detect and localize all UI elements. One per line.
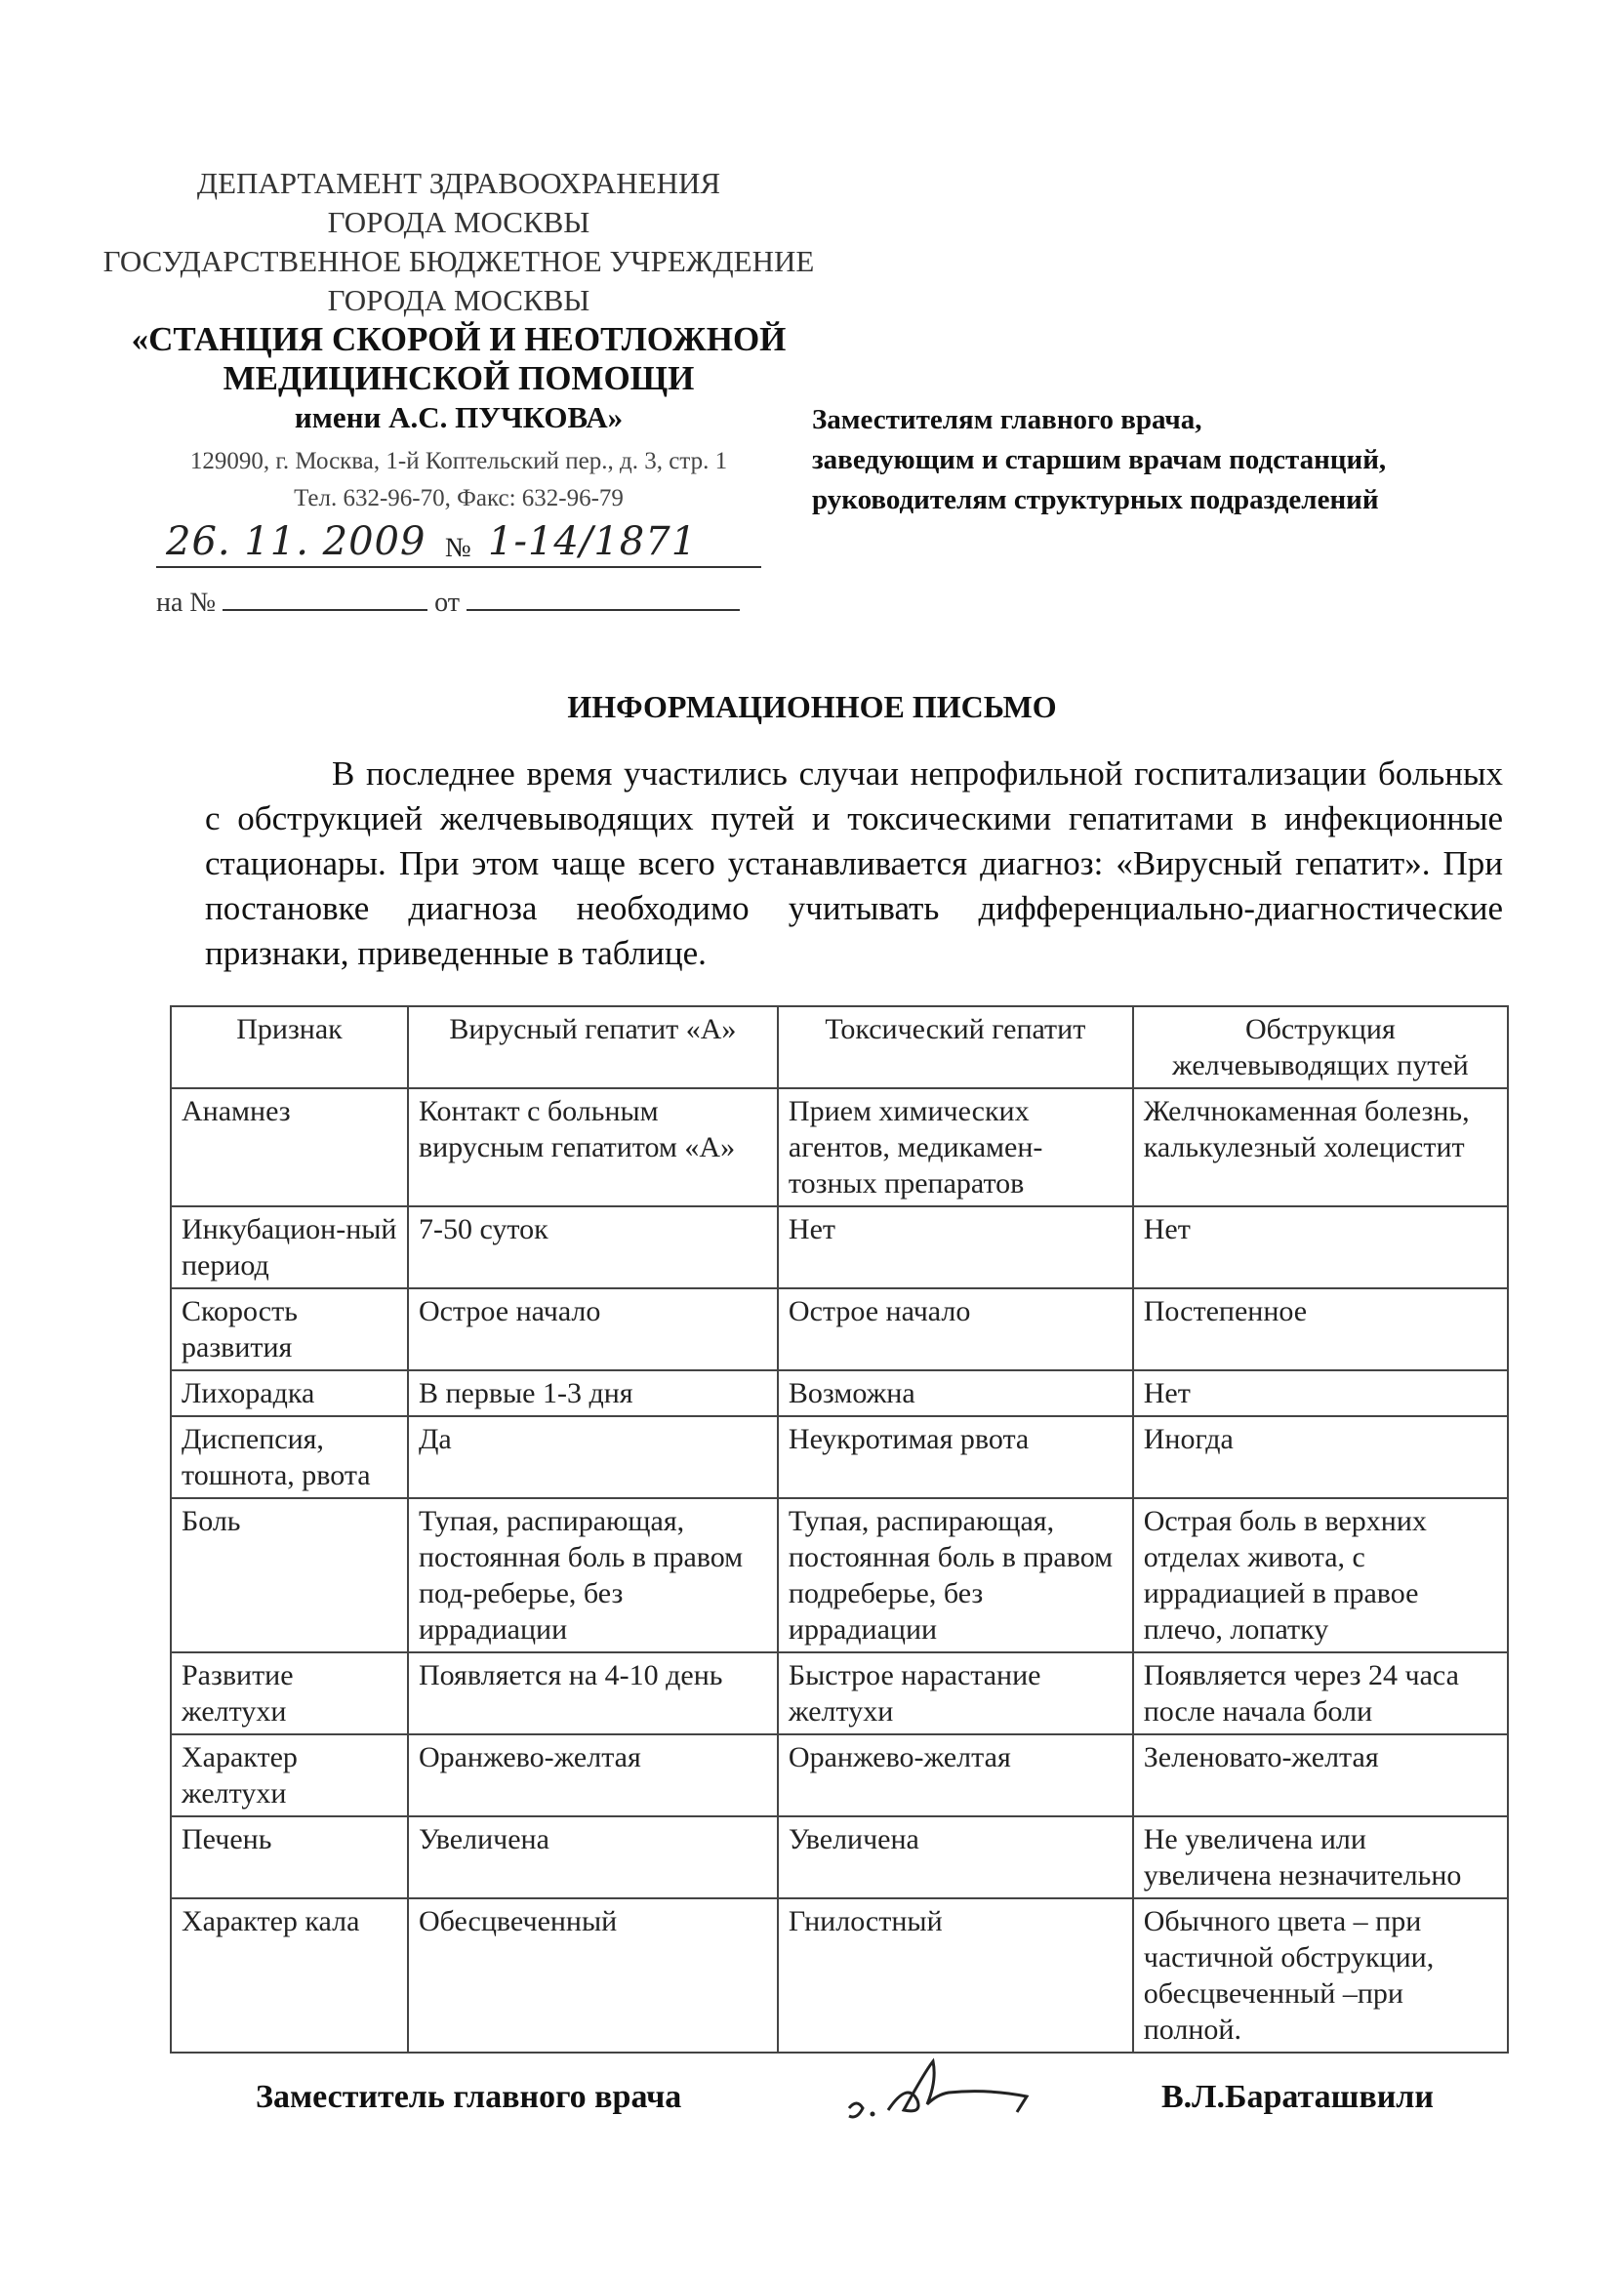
header-phone: Тел. 632-96-70, Факс: 632-96-79 <box>294 485 624 511</box>
reference-line <box>156 584 740 619</box>
organization-header <box>68 164 849 437</box>
table-cell: Постепенное <box>1133 1288 1508 1370</box>
table-header-cell: Признак <box>171 1006 408 1088</box>
table-cell: Желчнокаменная болезнь, калькулезный холецистит <box>1133 1088 1508 1206</box>
table-cell: Появляется через 24 часа после начала боли <box>1133 1652 1508 1734</box>
table-row <box>171 1416 1508 1498</box>
table-cell: Инкубацион-ный период <box>171 1206 408 1288</box>
table-cell: Анамнез <box>171 1088 408 1206</box>
table-row <box>171 1370 1508 1416</box>
table-cell: Лихорадка <box>171 1370 408 1416</box>
table-row <box>171 1206 1508 1288</box>
table-cell: Оранжево-желтая <box>778 1734 1133 1816</box>
table-cell: Тупая, распирающая, постоянная боль в правом под-реберье, без иррадиации <box>408 1498 778 1652</box>
table-cell: Характер кала <box>171 1898 408 2053</box>
reference-prefix: на № <box>156 588 217 618</box>
table-cell: Обычного цвета – при частичной обструкции, обесцвеченный –при полной. <box>1133 1898 1508 2053</box>
table-cell: Да <box>408 1416 778 1498</box>
header-line: ГОРОДА МОСКВЫ <box>327 283 590 317</box>
header-address: 129090, г. Москва, 1-й Коптельский пер., д. 3, стр. 1 <box>189 448 728 474</box>
table-cell: Неукротимая рвота <box>778 1416 1133 1498</box>
registration-number: 1-14/1871 <box>488 519 698 564</box>
table-row <box>171 1088 1508 1206</box>
table-cell: Увеличена <box>408 1816 778 1898</box>
table-cell: Острая боль в верхних отделах живота, с иррадиацией в правое плечо, лопатку <box>1133 1498 1508 1652</box>
table-cell: Острое начало <box>408 1288 778 1370</box>
signatory-position: Заместитель главного врача <box>256 2079 682 2115</box>
table-cell: Тупая, распирающая, постоянная боль в правом подреберье, без иррадиации <box>778 1498 1133 1652</box>
table-cell: Быстрое нарастание желтухи <box>778 1652 1133 1734</box>
table-row <box>171 1652 1508 1734</box>
table-cell: Развитие желтухи <box>171 1652 408 1734</box>
signatory-name: В.Л.Бараташвили <box>1161 2079 1434 2115</box>
table-header-cell: Вирусный гепатит «А» <box>408 1006 778 1088</box>
table-cell: Гнилостный <box>778 1898 1133 2053</box>
table-cell: Не увеличена или увеличена незначительно <box>1133 1816 1508 1898</box>
header-line: ДЕПАРТАМЕНТ ЗДРАВООХРАНЕНИЯ <box>196 166 721 200</box>
reference-number-blank <box>223 584 427 611</box>
table-header-cell: Токсический гепатит <box>778 1006 1133 1088</box>
table-cell: Появляется на 4-10 день <box>408 1652 778 1734</box>
table-cell: Оранжево-желтая <box>408 1734 778 1816</box>
table-cell: В первые 1-3 дня <box>408 1370 778 1416</box>
header-org-name: «СТАНЦИЯ СКОРОЙ И НЕОТЛОЖНОЙ <box>131 320 787 358</box>
header-org-name: имени А.С. ПУЧКОВА» <box>294 400 624 434</box>
header-contacts <box>117 443 800 517</box>
handwritten-signature <box>839 2050 1093 2137</box>
table-cell: Зеленовато-желтая <box>1133 1734 1508 1816</box>
table-header-cell: Обструкция желчевыводящих путей <box>1133 1006 1508 1088</box>
body-paragraph <box>205 752 1503 976</box>
header-line: ГОСУДАРСТВЕННОЕ БЮДЖЕТНОЕ УЧРЕЖДЕНИЕ <box>102 244 815 278</box>
table-cell: Возможна <box>778 1370 1133 1416</box>
table-row <box>171 1498 1508 1652</box>
table-cell: 7-50 суток <box>408 1206 778 1288</box>
header-org-name: МЕДИЦИНСКОЙ ПОМОЩИ <box>223 359 695 397</box>
table-cell: Нет <box>1133 1206 1508 1288</box>
number-sign: № <box>445 533 471 563</box>
table-cell: Скорость развития <box>171 1288 408 1370</box>
table-cell: Острое начало <box>778 1288 1133 1370</box>
table-cell: Иногда <box>1133 1416 1508 1498</box>
reference-date-blank <box>467 584 740 611</box>
addressee-line: руководителям структурных подразделений <box>812 484 1379 515</box>
document-title: ИНФОРМАЦИОННОЕ ПИСЬМО <box>567 689 1057 724</box>
reference-from: от <box>434 588 461 618</box>
table-cell: Характер желтухи <box>171 1734 408 1816</box>
registration-line <box>156 517 761 568</box>
table-cell: Диспепсия, тошнота, рвота <box>171 1416 408 1498</box>
table-cell: Увеличена <box>778 1816 1133 1898</box>
addressee-line: заведующим и старшим врачам подстанций, <box>812 444 1387 475</box>
addressee-block <box>812 400 1554 520</box>
registration-date: 26. 11. 2009 <box>166 519 426 564</box>
table-row <box>171 1898 1508 2053</box>
table-cell: Боль <box>171 1498 408 1652</box>
table-row <box>171 1734 1508 1816</box>
table-cell: Прием химических агентов, медикамен-тозных препаратов <box>778 1088 1133 1206</box>
table-cell: Контакт с больным вирусным гепатитом «А» <box>408 1088 778 1206</box>
table-cell: Обесцвеченный <box>408 1898 778 2053</box>
table-row <box>171 1288 1508 1370</box>
table-cell: Печень <box>171 1816 408 1898</box>
table-cell: Нет <box>778 1206 1133 1288</box>
header-line: ГОРОДА МОСКВЫ <box>327 205 590 239</box>
table-cell: Нет <box>1133 1370 1508 1416</box>
table-row <box>171 1816 1508 1898</box>
table-header-row <box>171 1006 1508 1088</box>
body-text: В последнее время участились случаи непрофильной госпитализации больных с обструкцией желчевыводящих путей и токсическими гепатитами в инфекционные стационары. При этом чаще всего устанавливается диагноз: «Вирусный гепатит». При постановке диагноза необходимо учитывать дифференциально-диагностические признаки, приведенные в таблице. <box>205 754 1503 972</box>
addressee-line: Заместителям главного врача, <box>812 404 1202 435</box>
diagnostic-table <box>170 1005 1509 2054</box>
